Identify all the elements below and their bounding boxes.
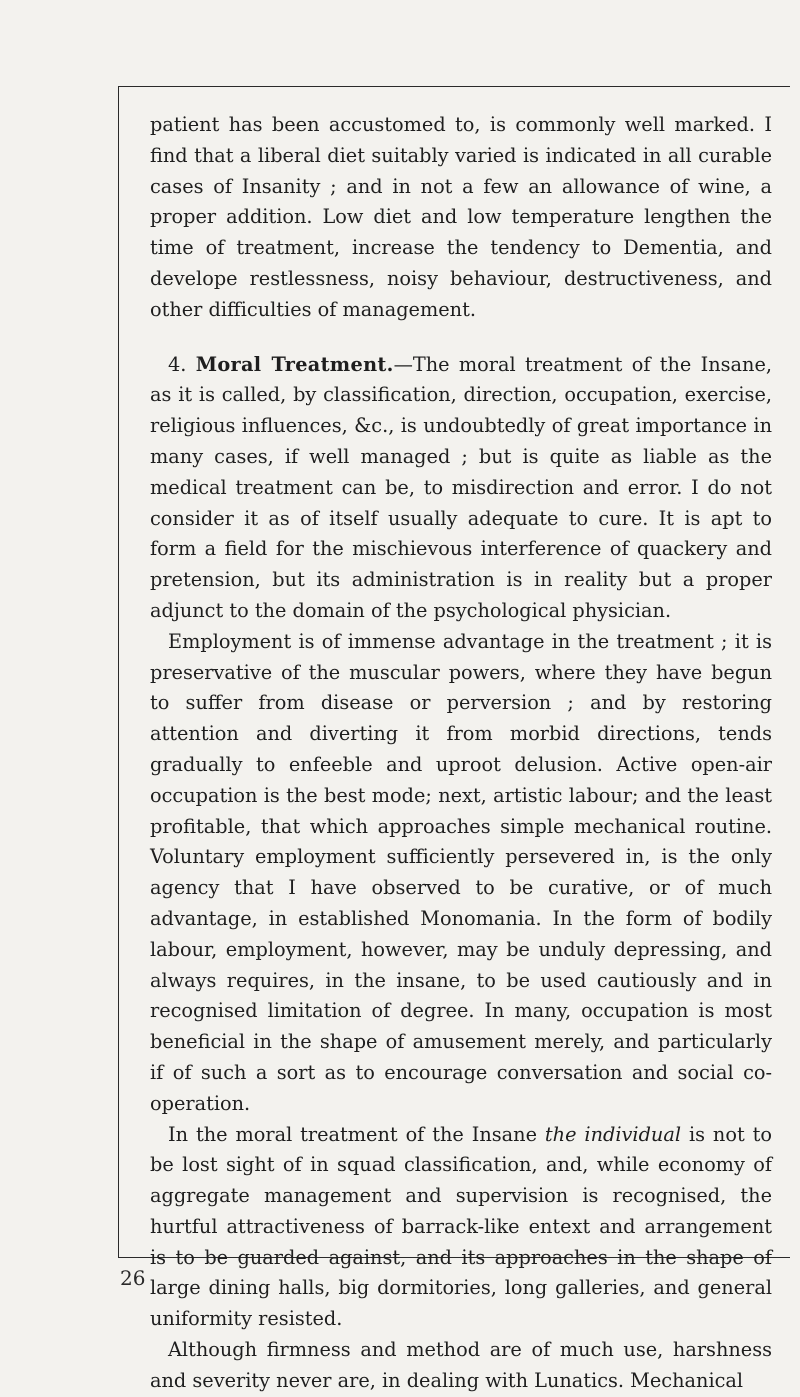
section-heading: Moral Treatment. bbox=[195, 352, 394, 376]
paragraph-individual bbox=[150, 1120, 772, 1336]
paragraph-employment: Employment is of immense advantage in the treatment ; it is preservative of the muscular powers, where they have begun to suffer from disease or perversion ; and by restoring attention and diverting it from morbid directions, tends gradually to enfeeble and uproot delusion. Active open-air occupation is the best mode; next, artistic labour; and the least profitable, that which approaches simple mechanical routine. Voluntary employment sufficiently persevered in, is the only agency that I have observed to be curative, or of much advantage, in established Monomania. In the form of bodily labour, employment, however, may be unduly depressing, and always requires, in the insane, to be used cautiously and in recognised limitation of degree. In many, occupation is most beneficial in the shape of amusement merely, and particularly if of such a sort as to encourage conversation and social co-operation. bbox=[150, 629, 772, 1115]
paragraph-individual-start: In the moral treatment of the Insane bbox=[168, 1122, 545, 1146]
section-text: —The moral treatment of the Insane, as it is called, by classification, direction, occupation, exercise, religious influences, &c., is undoubtedly of great importance in many cases, if well managed ; but is quite as liable as the medical treatment can be, to misdirection and error. I do not consider it as of itself usually adequate to cure. It is apt to form a field for the mischievous interference of quackery and pretension, but its administration is in reality but a proper adjunct to the domain of the psychological physician. bbox=[150, 352, 772, 622]
paragraph-individual-end: is not to be lost sight of in squad classification, and, while economy of aggregate management and supervision is recognised, the hurtful attractiveness of barrack-like entext and arrangement is to be guarded against, and its approaches in the shape of large dining halls, big dormitories, long galleries, and general uniformity resisted. bbox=[150, 1122, 772, 1331]
paragraph-diet: patient has been accustomed to, is commonly well marked. I find that a liberal diet suitably varied is indicated in all curable cases of Insanity ; and in not a few an allowance of wine, a proper addition. Low diet and low temperature lengthen the time of treatment, increase the tendency to Dementia, and develope restlessness, noisy behaviour, destructiveness, and other difficulties of management. bbox=[150, 113, 772, 321]
section-number: 4. bbox=[168, 352, 196, 376]
italic-phrase: the individual bbox=[544, 1122, 682, 1146]
page-body-text bbox=[150, 110, 772, 1397]
paragraph-firmness: Although firmness and method are of much use, harshness and severity never are, in dealing with Lunatics. Mechanical bbox=[150, 1338, 772, 1392]
page-number: 26 bbox=[120, 1266, 146, 1290]
paragraph-moral-treatment bbox=[150, 350, 772, 627]
